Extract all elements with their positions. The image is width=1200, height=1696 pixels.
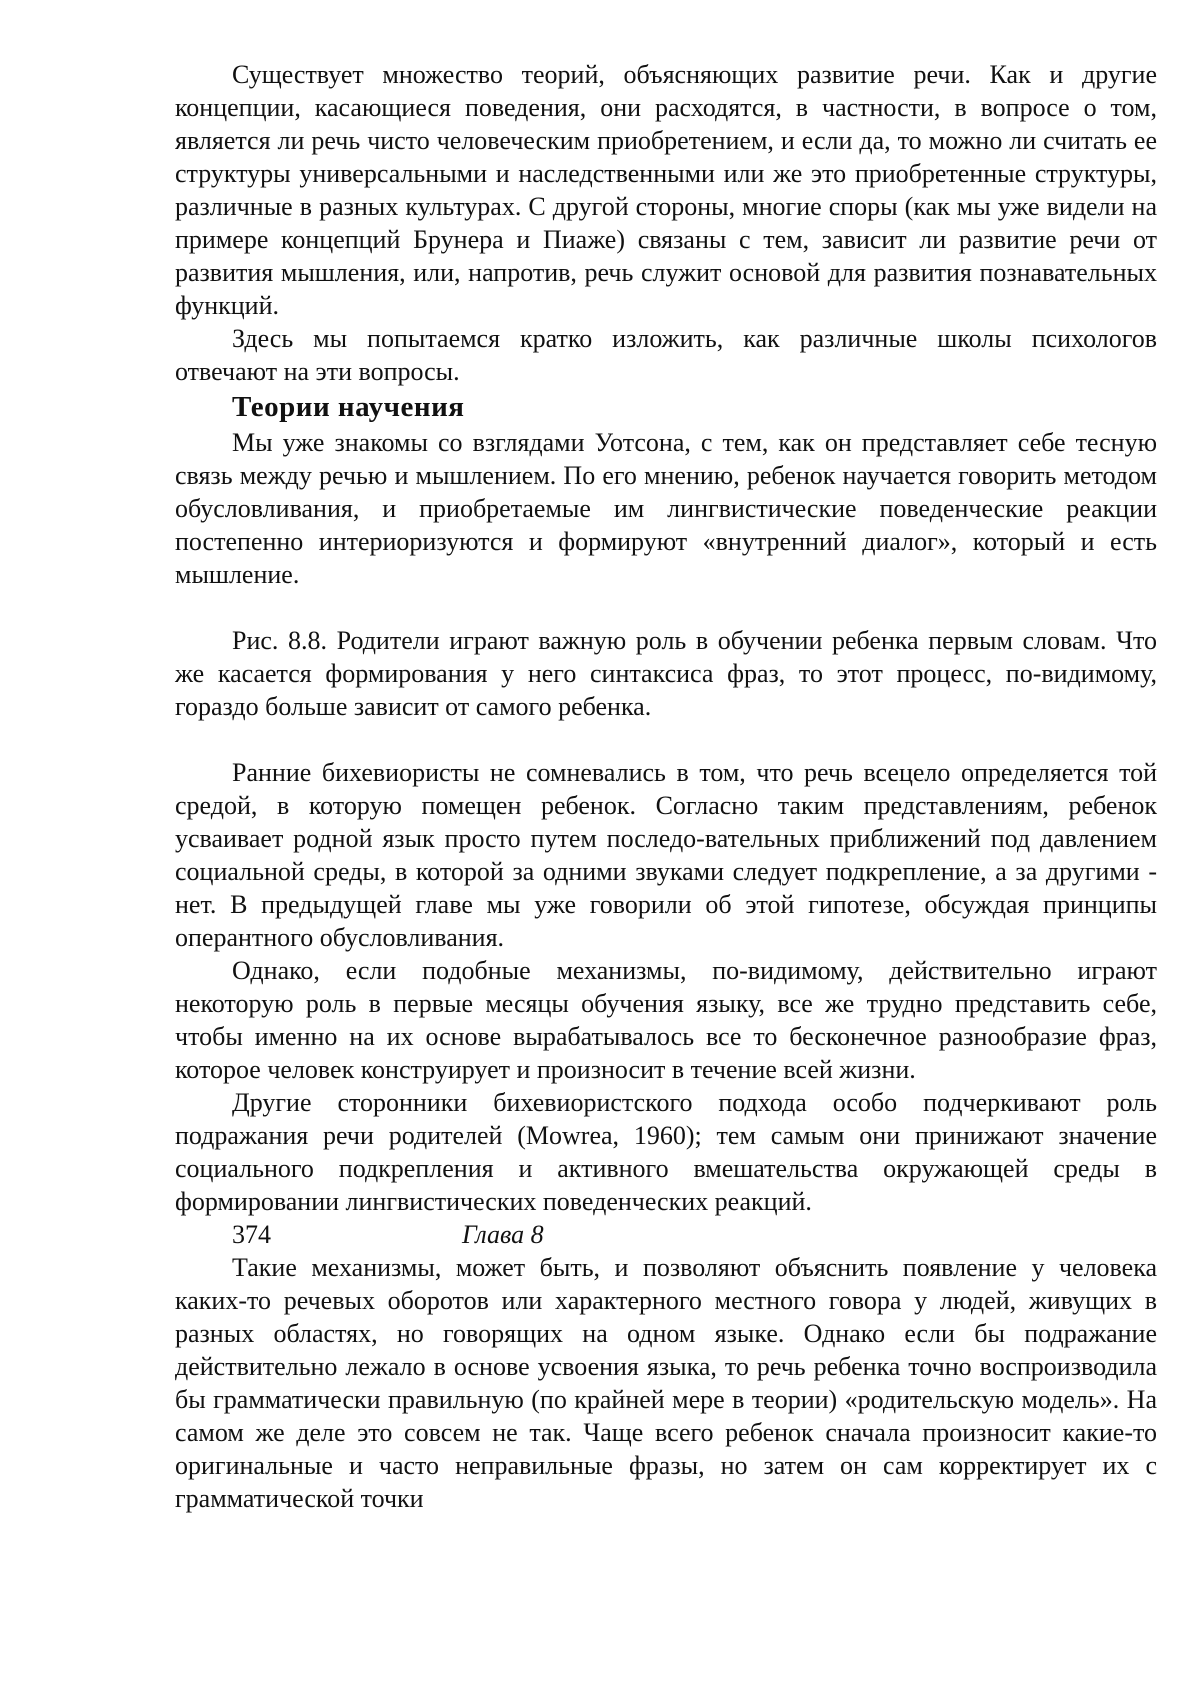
paragraph-early-behaviorists: Ранние бихевиористы не сомневались в том, что речь всецело определяется той средой, в которую помещен ребенок. Согласно таким представлениям, ребенок усваивает родной язык просто путем последо-вательных приближений под давлением социальной среды, в которой за одними звуками следует подкрепление, а за другими - нет. В предыдущей главе мы уже говорили об этой гипотезе, обсуждая принципы оперантного обусловливания. [175, 758, 1157, 952]
section-heading-learning-theories: Теории научения [232, 391, 465, 423]
document-page [175, 58, 1157, 1515]
paragraph-mechanisms-limits: Однако, если подобные механизмы, по-видимому, действительно играют некоторую роль в первые месяцы обучения языку, все же трудно представить себе, чтобы именно на их основе вырабатывалось все то бесконечное разнообразие фраз, которое человек конструирует и произносит в течение всей жизни. [175, 956, 1157, 1084]
paragraph-imitation-critique: Такие механизмы, может быть, и позволяют объяснить появление у человека каких-то речевых оборотов или характерного местного говора у людей, живущих в разных областях, но говорящих на одном языке. Однако если бы подражание действительно лежало в основе усвоения языка, то речь ребенка точно воспроизводила бы грамматически правильную (по крайней мере в теории) «родительскую модель». На самом же деле это совсем не так. Чаще всего ребенок сначала произносит какие-то оригинальные и часто неправильные фразы, но затем он сам корректирует их с грамматической точки [175, 1253, 1157, 1513]
paragraph-watson: Мы уже знакомы со взглядами Уотсона, с тем, как он представляет себе тесную связь между речью и мышлением. По его мнению, ребенок научается говорить методом обусловливания, и приобретаемые им лингвистические поведенческие реакции постепенно интериоризуются и формируют «внутренний диалог», который и есть мышление. [175, 428, 1157, 589]
paragraph-imitation: Другие сторонники бихевиористского подхода особо подчеркивают роль подражания речи родителей (Mowrea, 1960); тем самым они принижают значение социального подкрепления и активного вмешательства окружающей среды в формировании лингвистических поведенческих реакций. [175, 1088, 1157, 1216]
figure-caption: Рис. 8.8. Родители играют важную роль в обучении ребенка первым словам. Что же касается формирования у него синтаксиса фраз, то этот процесс, по-видимому, гораздо больше зависит от самого ребенка. [175, 626, 1157, 721]
chapter-label: Глава 8 [462, 1220, 544, 1249]
page-marker [175, 1218, 1157, 1251]
paragraph-theories-intro: Существует множество теорий, объясняющих развитие речи. Как и другие концепции, касающиеся поведения, они расходятся, в частности, в вопросе о том, является ли речь чисто человеческим приобретением, и если да, то можно ли считать ее структуры универсальными и наследственными или же это приобретенные структуры, различные в разных культурах. С другой стороны, многие споры (как мы уже видели на примере концепций Брунера и Пиаже) связаны с тем, зависит ли развитие речи от развития мышления, или, напротив, речь служит основой для развития познавательных функций. [175, 60, 1157, 320]
spacer [175, 591, 1157, 624]
page-number: 374 [232, 1220, 271, 1249]
paragraph-schools-overview: Здесь мы попытаемся кратко изложить, как различные школы психологов отвечают на эти вопросы. [175, 324, 1157, 386]
spacer [175, 723, 1157, 756]
